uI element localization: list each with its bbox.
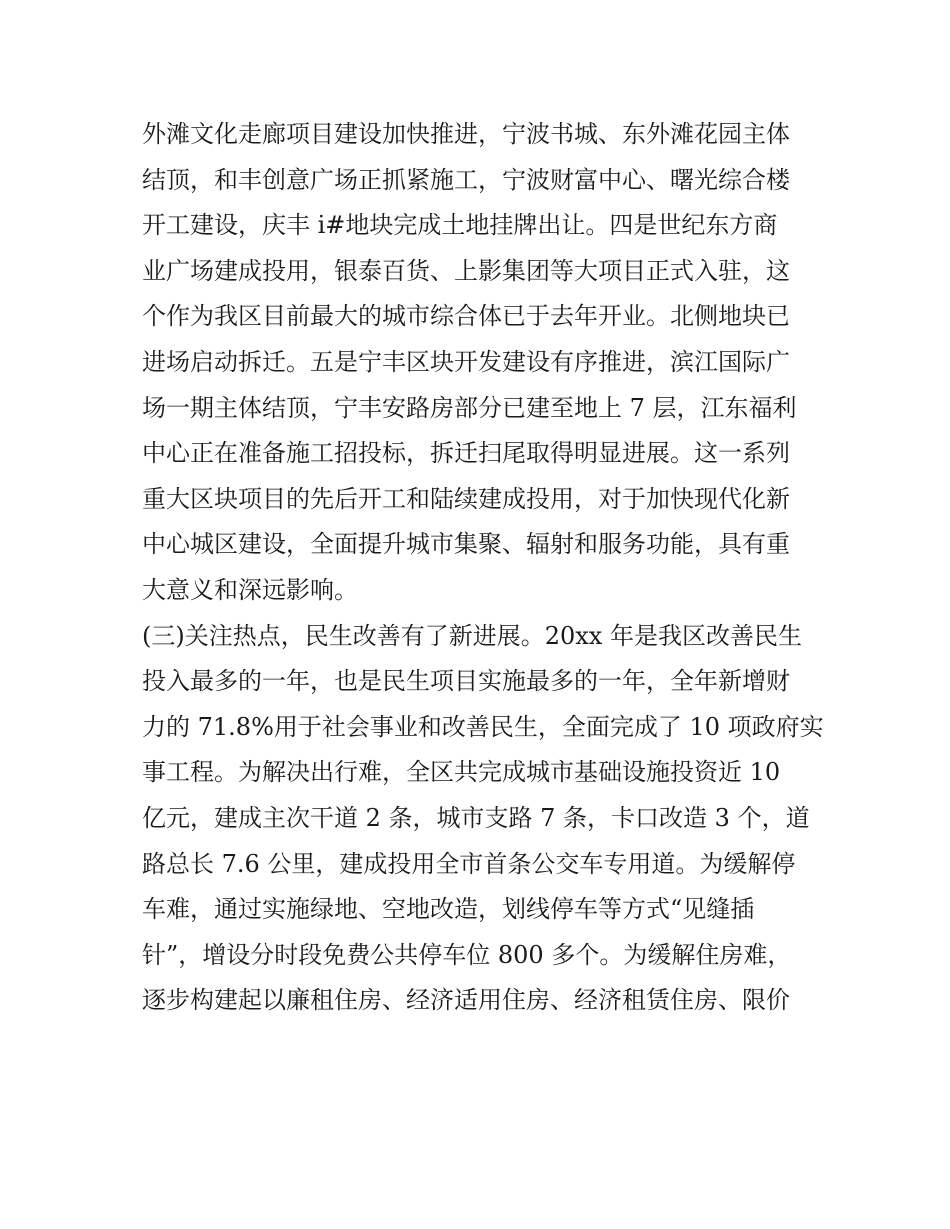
text-line: 路总长 7.6 公里，建成投用全市首条公交车专用道。为缓解停 [142, 849, 796, 878]
text-line: 逐步构建起以廉租住房、经济适用住房、经济租赁住房、限价 [142, 986, 790, 1015]
text-line: 进场启动拆迁。五是宁丰区块开发建设有序推进，滨江国际广 [142, 347, 790, 376]
text-line: 事工程。为解决出行难，全区共完成城市基础设施投资近 10 [142, 758, 781, 787]
text-line: 投入最多的一年，也是民生项目实施最多的一年，全年新增财 [142, 667, 790, 696]
text-line: 力的 71.8%用于社会事业和改善民生，全面完成了 10 项政府实 [142, 712, 824, 741]
text-line: 个作为我区目前最大的城市综合体已于去年开业。北侧地块已 [142, 302, 790, 331]
text-line: 大意义和深远影响。 [142, 575, 358, 604]
text-line: 中心正在准备施工招投标，拆迁扫尾取得明显进展。这一系列 [142, 439, 790, 468]
body-text [142, 112, 822, 1024]
text-line: 外滩文化走廊项目建设加快推进，宁波书城、东外滩花园主体 [142, 120, 790, 148]
text-line: 车难，通过实施绿地、空地改造，划线停车等方式“见缝插 [142, 895, 755, 924]
text-line: 结顶，和丰创意广场正抓紧施工，宁波财富中心、曙光综合楼 [142, 165, 790, 194]
text-line: 开工建设，庆丰 i#地块完成土地挂牌出让。四是世纪东方商 [142, 211, 778, 240]
section-heading-line: (三)关注热点，民生改善有了新进展。20xx 年是我区改善民生 [142, 621, 802, 650]
text-line: 业广场建成投用，银泰百货、上影集团等大项目正式入驻，这 [142, 256, 790, 285]
text-line: 重大区块项目的先后开工和陆续建成投用，对于加快现代化新 [142, 484, 790, 513]
text-line: 针”，增设分时段免费公共停车位 800 多个。为缓解住房难， [142, 940, 792, 969]
text-line: 场一期主体结顶，宁丰安路房部分已建至地上 7 层，江东福利 [142, 393, 797, 422]
text-line: 亿元，建成主次干道 2 条，城市支路 7 条，卡口改造 3 个，道 [142, 803, 810, 832]
text-line: 中心城区建设，全面提升城市集聚、辐射和服务功能，具有重 [142, 530, 790, 559]
